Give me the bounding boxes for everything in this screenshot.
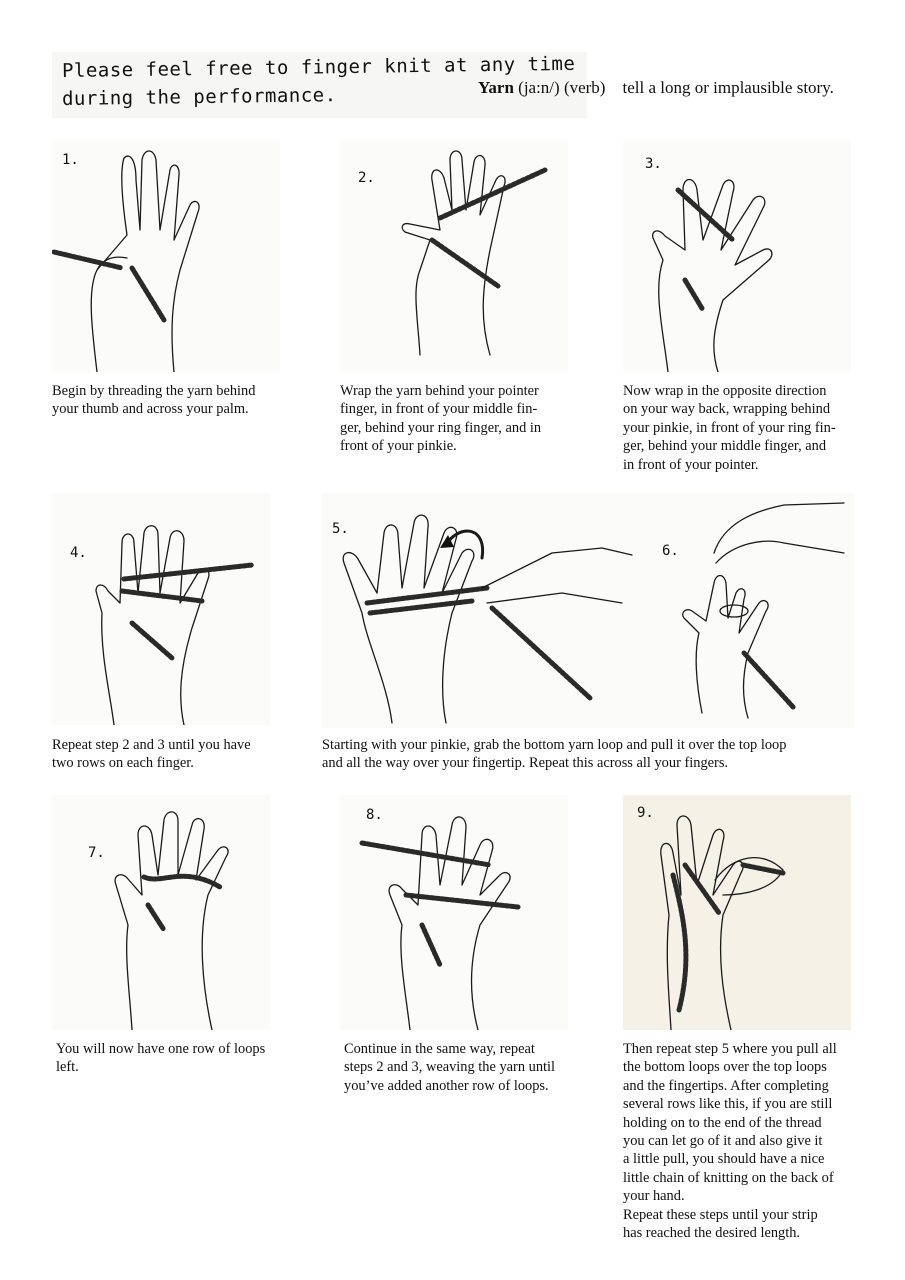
step-8-illustration [340,795,568,1030]
step-2-number: 2. [358,170,375,186]
step-5-illustration [322,493,644,728]
step-1-number: 1. [62,152,79,168]
step-4-illustration [52,493,270,725]
step-3-illustration [623,140,851,372]
step-1-caption: Begin by threading the yarn behind your thumb and across your palm. [52,383,256,418]
step-7-number: 7. [88,845,105,861]
step-7-illustration [52,795,270,1030]
step-6-illustration [644,493,854,728]
step-8-caption: Continue in the same way, repeat steps 2 and 3, weaving the yarn until you’ve added another row of loops. [344,1041,556,1094]
step-9-number: 9. [637,805,654,821]
step-2-caption: Wrap the yarn behind your pointer finger, in front of your middle fin- ger, behind your ring finger, and in front of your pinkie. [340,383,542,455]
step-5-number: 5. [332,521,349,537]
step-5-6-caption: Starting with your pinkie, grab the bottom yarn loop and pull it over the top loop and all the way over your fingertip. Repeat this across all your fingers. [322,737,787,772]
step-4-number: 4. [70,545,87,561]
step-1-illustration [52,140,280,372]
note-line-1: Please feel free to finger knit at any time [61,52,576,82]
step-4-caption: Repeat step 2 and 3 until you have two rows on each finger. [52,737,251,772]
definition-word: Yarn [478,78,514,97]
step-3-number: 3. [645,156,662,172]
step-2-illustration [340,140,568,372]
step-6-number: 6. [662,543,679,559]
yarn-definition [478,78,834,98]
note-line-2: during the performance. [61,84,337,110]
definition-text: tell a long or implausible story. [622,78,834,97]
step-8-number: 8. [366,807,383,823]
step-3-caption: Now wrap in the opposite direction on your way back, wrapping behind your pinkie, in front of your ring fin- ger, behind your middle finger, and in front of your pointer. [623,383,836,473]
step-9-illustration [623,795,851,1030]
definition-pronunciation: (ja:n/) (verb) [518,78,606,97]
step-7-caption: You will now have one row of loops left. [56,1041,266,1076]
step-9-caption: Then repeat step 5 where you pull all the bottom loops over the top loops and the fingertips. After completing several rows like this, if you are still holding on to the end of the thread you can let go of it and also give it a little pull, you should have a nice little chain of knitting on the back of your hand. Repeat these steps until your strip has reached the desired length. [623,1041,837,1242]
